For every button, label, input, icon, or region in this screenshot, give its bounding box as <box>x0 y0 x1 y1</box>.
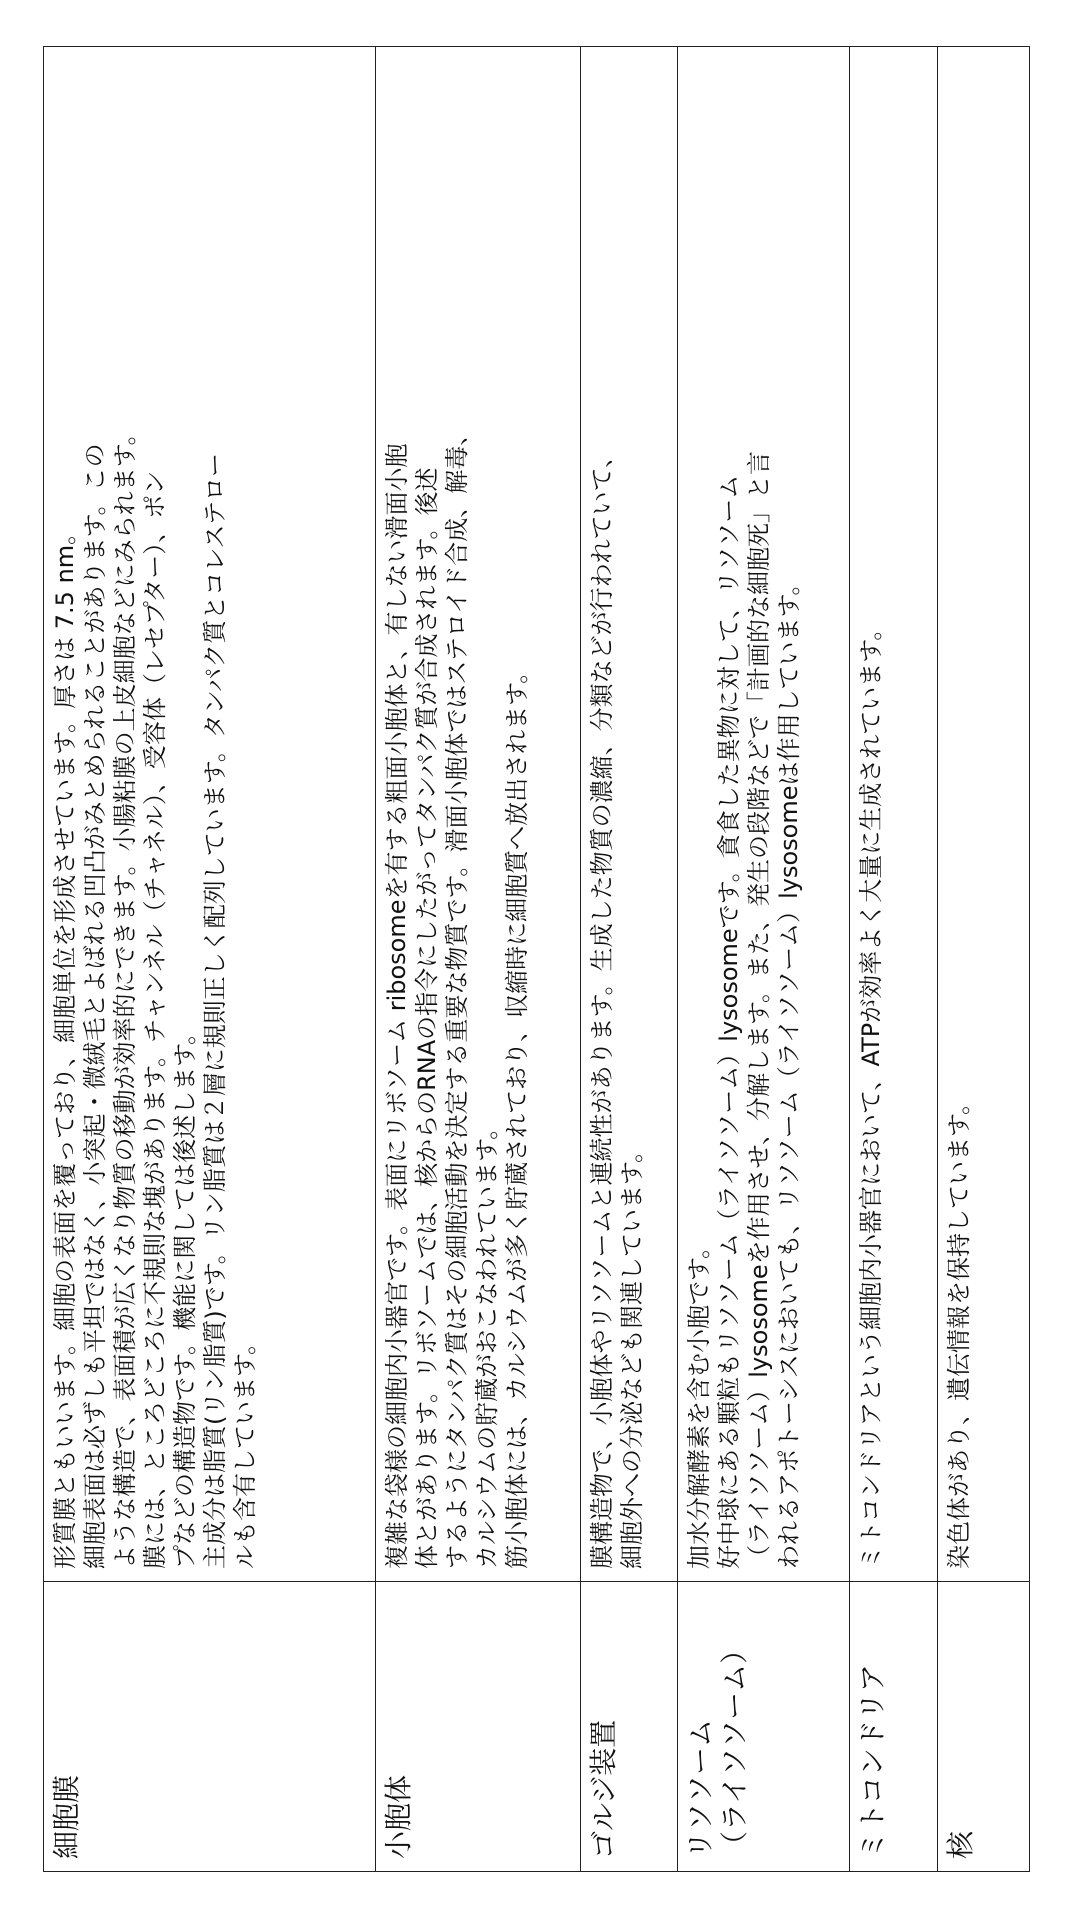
organelle-description <box>678 47 850 1582</box>
organelle-name: 細胞膜 <box>44 1582 376 1872</box>
description-line: 複雑な袋様の細胞内小器官です。表面にリボソーム ribosomeを有する粗面小胞体と、有しない滑面小胞 <box>382 443 411 1569</box>
organelle-name-line: （ライソソーム） <box>718 1635 752 1859</box>
description-line: 細胞外への分泌なども関連しています。 <box>618 1138 647 1569</box>
organelle-name: ミトコンドリア <box>849 1582 937 1872</box>
description-line: ルも含有しています。 <box>231 1330 259 1569</box>
table-row <box>849 47 937 1872</box>
description-line: 膜には、ところどころに不規則な塊があります。チャンネル（チャネル）、受容体（レセプター）、ポン <box>141 470 169 1569</box>
description-line: （ライソソーム）lysosomeを作用させ、分解します。また、発生の段階などで「計画的な細胞死」と言 <box>745 450 774 1569</box>
organelle-name <box>678 1582 850 1872</box>
description-line: われるアポトーシスにおいても、リソソーム（ライソソーム）lysosomeは作用しています。 <box>775 571 804 1569</box>
organelle-name: ゴルジ装置 <box>581 1582 678 1872</box>
table-row <box>581 47 678 1872</box>
description-line: 染色体があり、遺伝情報を保持しています。 <box>945 1090 974 1569</box>
organelle-description <box>375 47 580 1582</box>
description-line: 加水分解酵素を含む小胞です。 <box>685 1234 714 1569</box>
table-row <box>678 47 850 1872</box>
table-row <box>375 47 580 1872</box>
description-line: 体とがあります。リボソームでは、核からのRNAの指令にしたがってタンパク質が合成されます。後述 <box>412 467 441 1569</box>
organelle-description <box>44 47 376 1582</box>
organelle-name: 小胞体 <box>375 1582 580 1872</box>
description-line: 形質膜ともいいます。細胞の表面を覆っており、細胞単位を形成させています。厚さは 7.5 nm。 <box>51 520 79 1569</box>
description-line: カルシウムの貯蔵がおこなわれています。 <box>472 1115 501 1569</box>
description-line: するようにタンパク質はその細胞活動を決定する重要な物質です。滑面小胞体ではステロイド合成、解毒、 <box>442 421 471 1569</box>
organelle-description <box>581 47 678 1582</box>
table-row <box>938 47 1030 1872</box>
organelle-name-line: リソソーム <box>684 1718 718 1859</box>
organelle-description <box>849 47 937 1582</box>
description-line: プなどの構造物です。機能に関しては後述します。 <box>171 1020 199 1569</box>
description-line: 細胞表面は必ずしも平坦ではなく、小突起・微絨毛とよばれる凹凸がみとめられることがあります。この <box>81 443 109 1569</box>
description-line: 膜構造物で、小胞体やリソソームと連続性があります。生成した物質の濃縮、分類などが行われていて、 <box>588 443 617 1569</box>
organelle-description <box>938 47 1030 1582</box>
description-line: ミトコンドリアという細胞内小器官において、ATPが効率よく大量に生成されています。 <box>856 616 885 1569</box>
organelle-table <box>43 46 1030 1872</box>
organelle-name: 核 <box>938 1582 1030 1872</box>
description-line: 筋小胞体には、カルシウムが多く貯蔵されており、収縮時に細胞質へ放出されます。 <box>502 659 531 1569</box>
description-line: ような構造で、表面積が広くなり物質の移動が効率的にできます。小腸粘膜の上皮細胞などにみられます。 <box>111 421 139 1569</box>
description-line: 主成分は脂質(リン脂質)です。リン脂質は２層に規則正しく配列しています。タンパク質とコレステロー <box>201 452 229 1569</box>
table-row <box>44 47 376 1872</box>
description-line: 好中球にある顆粒もリソソーム（ライソソーム）lysosomeです。貪食した異物に対して、リソソーム <box>715 474 744 1569</box>
